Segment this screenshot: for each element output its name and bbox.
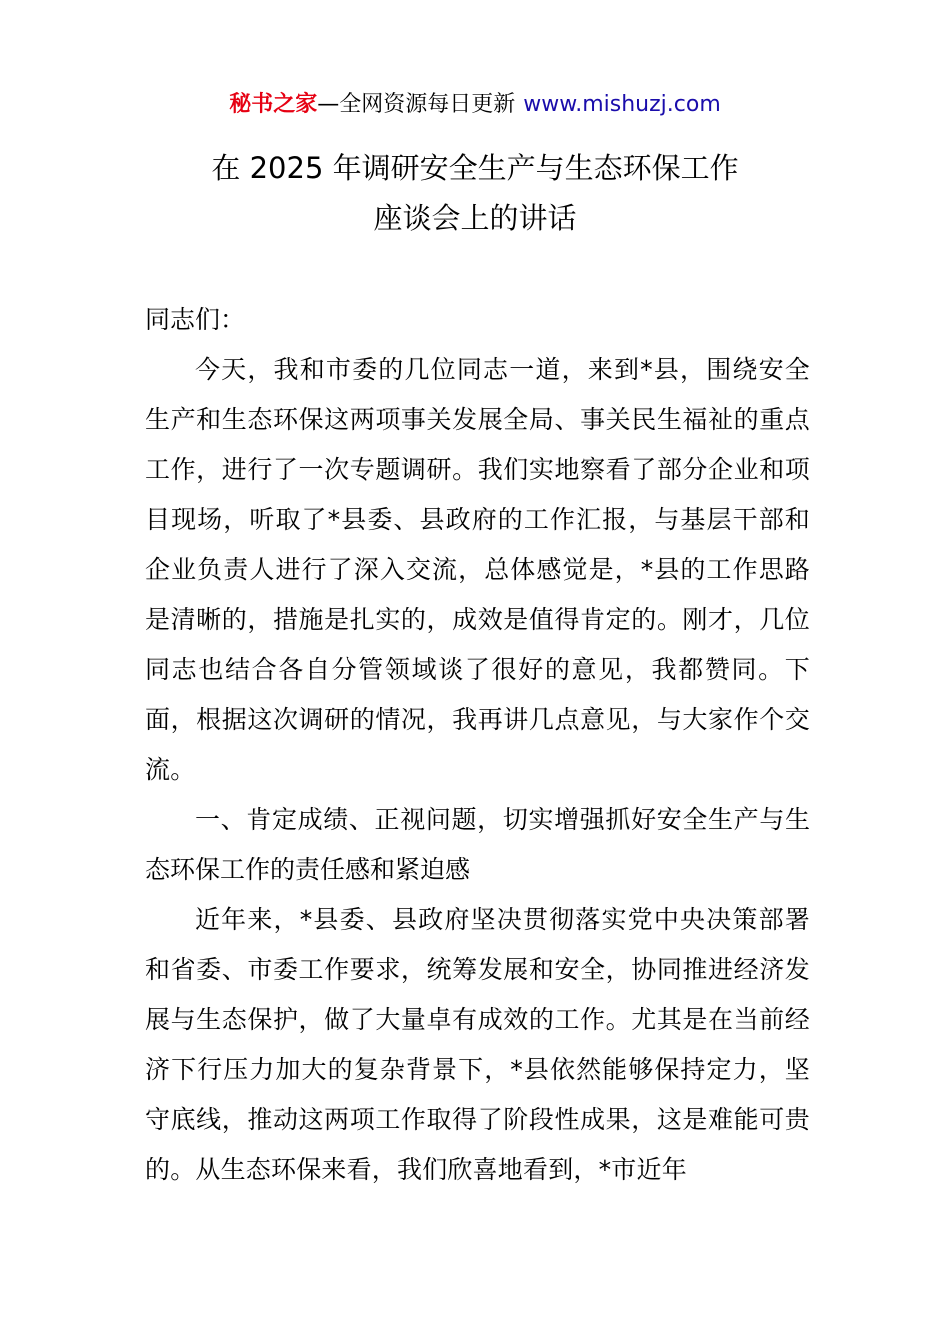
site-tagline: 全网资源每日更新 (339, 92, 516, 117)
paragraph-achievements: 近年来，*县委、县政府坚决贯彻落实党中央决策部署和省委、市委工作要求，统筹发展和安全，协同推进经济发展与生态保护，做了大量卓有成效的工作。尤其是在当前经济下行压力加大的复杂背景下，*县依然能够保持定力，坚守底线，推动这两项工作取得了阶段性成果，这是难能可贵的。从生态环保来看，我们欣喜地看到，*市近年 (145, 905, 810, 1184)
site-brand: 秘书之家 (229, 92, 318, 117)
section-heading-1: 一、肯定成绩、正视问题，切实增强抓好安全生产与生态环保工作的责任感和紧迫感 (145, 805, 810, 884)
site-url-link[interactable]: www.mishuzj.com (523, 92, 721, 117)
document-title-line-1: 在 2025 年调研安全生产与生态环保工作 (211, 151, 739, 185)
header-dash: — (317, 92, 340, 117)
site-header (0, 88, 950, 122)
salutation: 同志们： (145, 305, 246, 334)
document-body (145, 295, 810, 1195)
paragraph-intro: 今天，我和市委的几位同志一道，来到*县，围绕安全生产和生态环保这两项事关发展全局、事关民生福祉的重点工作，进行了一次专题调研。我们实地察看了部分企业和项目现场，听取了*县委、县政府的工作汇报，与基层干部和企业负责人进行了深入交流，总体感觉是，*县的工作思路是清晰的，措施是扎实的，成效是值得肯定的。刚才，几位同志也结合各自分管领域谈了很好的意见，我都赞同。下面，根据这次调研的情况，我再讲几点意见，与大家作个交流。 (145, 355, 810, 784)
document-title-line-2: 座谈会上的讲话 (373, 201, 577, 235)
